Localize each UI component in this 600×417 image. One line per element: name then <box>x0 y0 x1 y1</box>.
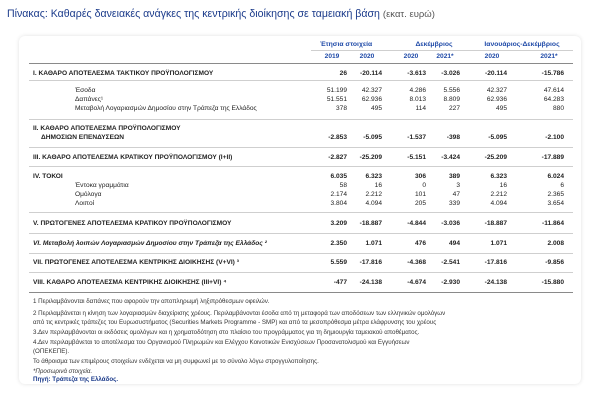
row-divider <box>29 253 573 254</box>
footnote-2: 2 Περιλαμβάνεται η κίνηση των λογαριασμών διαχείρισης χρέους. Περιλαμβάνονται έσοδα από τη μεταφορά των αποδόσεων των ελληνικών ομολόγων <box>33 310 446 317</box>
table-row: Δαπάνες¹ 51.551 62.936 8.013 8.809 62.936 64.283 <box>75 96 564 103</box>
table-row: Λοιποί 3.804 4.094 205 339 4.094 3.654 <box>75 200 564 207</box>
year-2020-b: 2020 <box>403 53 419 60</box>
source-note: Πηγή: Τράπεζα της Ελλάδος. <box>33 376 119 383</box>
table-row: VIII. ΚΑΘΑΡΟ ΑΠΟΤΕΛΕΣΜΑ ΚΕΝΤΡΙΚΗΣ ΔΙΟΙΚΗΣΗΣ (III+VI) ⁴ -477 -24.138 -4.674 -2.930 -24.138 -15.880 <box>33 279 564 286</box>
table-bottom-line <box>29 292 573 293</box>
row-divider <box>29 233 573 234</box>
header-december: Δεκέμβριος <box>415 41 453 48</box>
table-row: I. ΚΑΘΑΡΟ ΑΠΟΤΕΛΕΣΜΑ ΤΑΚΤΙΚΟΥ ΠΡΟΫΠΟΛΟΓΙΣΜΟΥ 26 -20.114 -3.613 -3.026 -20.114 -15.786 <box>33 70 564 77</box>
rounding-note: Το άθροισμα των επιμέρους στοιχείων ενδέχεται να μη συμφωνεί με το σύνολο λόγω στρογγυλοποίησης. <box>33 358 319 365</box>
table-title <box>7 8 435 20</box>
table-row: Έντοκα γραμμάτια 58 16 0 3 16 6 <box>75 182 564 189</box>
footnote-2-cont: από τις κεντρικές τράπεζες του Ευρωσυστήματος (Securities Markets Programme - SMP) και από τα μεσοπρόθεσμα μέτρα ελάφρυνσης του χρέους <box>33 319 437 326</box>
row-divider <box>29 147 573 148</box>
table-row: Έσοδα 51.199 42.327 4.286 5.556 42.327 47.614 <box>75 87 564 94</box>
header-bottom-line <box>29 63 573 64</box>
row-divider <box>29 166 573 167</box>
table-row: II. ΚΑΘΑΡΟ ΑΠΟΤΕΛΕΣΜΑ ΠΡΟΫΠΟΛΟΓΙΣΜΟΥ ΔΗΜΟΣΙΩΝ ΕΠΕΝΔΥΣΕΩΝ -2.853 -5.095 -1.537 -398 -5.095 -2.100 <box>33 125 564 141</box>
table-row: VII. ΠΡΩΤΟΓΕΝΕΣ ΑΠΟΤΕΛΕΣΜΑ ΚΕΝΤΡΙΚΗΣ ΔΙΟΙΚΗΣΗΣ (V+VI) ³ 5.559 -17.816 -4.368 -2.541 -17.816 -9.856 <box>33 259 564 266</box>
table-row: Μεταβολή Λογαριασμών Δημοσίου στην Τράπεζα της Ελλάδος 378 495 114 227 495 880 <box>75 105 564 112</box>
row-divider <box>29 119 573 120</box>
row-divider <box>29 80 573 81</box>
year-2021-a: 2021* <box>436 53 454 60</box>
header-group-line <box>311 50 573 51</box>
year-2020-a: 2020 <box>359 53 375 60</box>
table-row: III. ΚΑΘΑΡΟ ΑΠΟΤΕΛΕΣΜΑ ΚΡΑΤΙΚΟΥ ΠΡΟΫΠΟΛΟΓΙΣΜΟΥ (I+II) -2.827 -25.209 -5.151 -3.424 -25.209 -17.889 <box>33 154 564 161</box>
footnote-1: 1 Περιλαμβάνονται δαπάνες που αφορούν την αποπληρωμή ληξιπρόθεσμων οφειλών. <box>33 298 270 305</box>
table-row: IV. ΤΟΚΟΙ 6.035 6.323 306 389 6.323 6.024 <box>33 173 564 180</box>
row-divider <box>29 272 573 273</box>
table-row: VI. Μεταβολή λοιπών Λογαριασμών Δημοσίου στην Τράπεζα της Ελλάδος ² 2.350 1.071 476 494 1.071 2.008 <box>33 240 564 247</box>
footnote-4: 4.Δεν περιλαμβάνεται το αποτέλεσμα του Οργανισμού Πληρωμών και Ελέγχου Κοινοτικών Ενισχύσεων Προσανατολισμού και Εγγυήσεων <box>33 339 410 346</box>
provisional-note: *Προσωρινά στοιχεία. <box>33 368 93 375</box>
table-panel <box>19 36 581 384</box>
header-annual: Έτησια στοιχεία <box>319 41 373 48</box>
title-text: Πίνακας: Καθαρές δανειακές ανάγκες της κεντρικής διοίκησης σε ταμειακή βάση <box>7 8 380 20</box>
footnote-3: 3.Δεν περιλαμβάνονται οι εκδόσεις ομολόγων και η χρηματοδότηση στο πλαίσιο του προγράμματος για τη δημιουργία ταμειακού αποθέματος. <box>33 329 420 336</box>
year-2021-b: 2021* <box>540 53 558 60</box>
header-jan-dec: Ιανουάριος-Δεκέμβριος <box>484 41 560 48</box>
year-2019: 2019 <box>324 53 340 60</box>
footnote-4-cont: (ΟΠΕΚΕΠΕ). <box>33 348 70 355</box>
title-unit: (εκατ. ευρώ) <box>382 9 435 20</box>
year-2020-c: 2020 <box>484 53 500 60</box>
table-row: V. ΠΡΩΤΟΓΕΝΕΣ ΑΠΟΤΕΛΕΣΜΑ ΚΡΑΤΙΚΟΥ ΠΡΟΫΠΟΛΟΓΙΣΜΟΥ 3.209 -18.887 -4.844 -3.036 -18.887 -11.864 <box>33 220 564 227</box>
row-divider <box>29 212 573 213</box>
table-row: Ομόλογα 2.174 2.212 101 47 2.212 2.365 <box>75 191 564 198</box>
